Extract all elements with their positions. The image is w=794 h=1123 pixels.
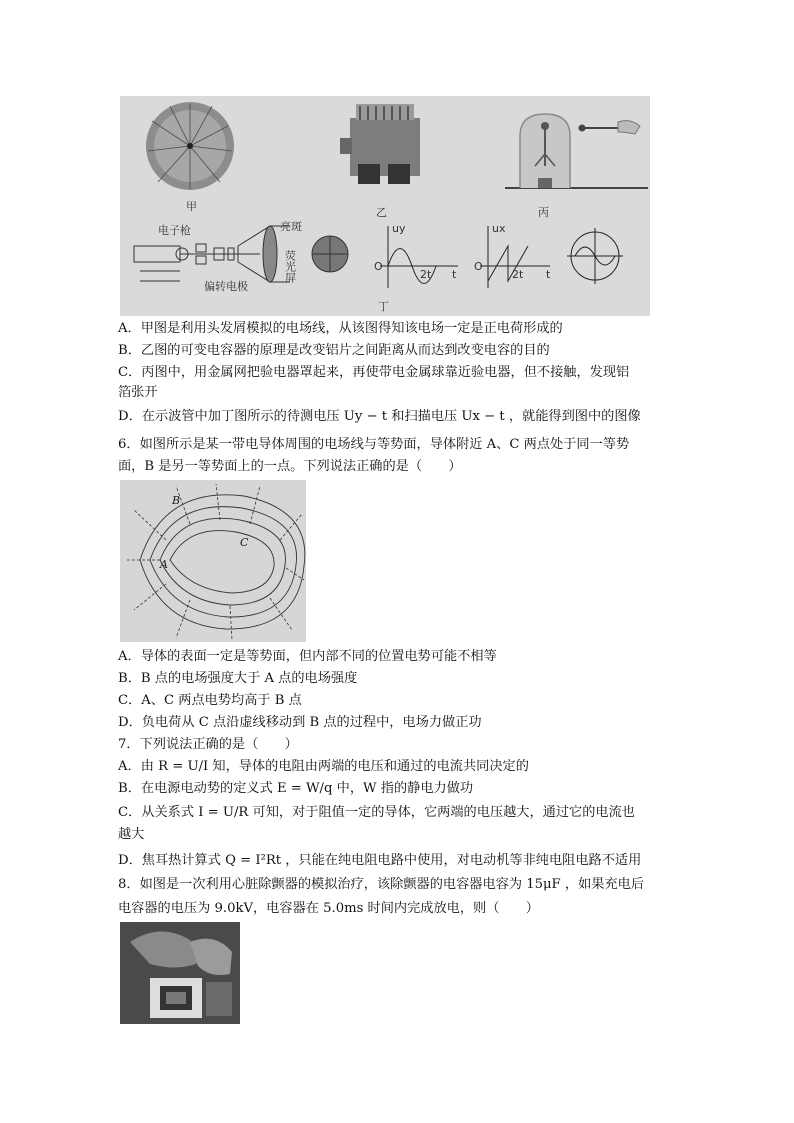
q8-stem-line1: 8．如图是一次利用心脏除颤器的模拟治疗，该除颤器的电容器电容为 15μF ，如果充电后 (118, 877, 645, 892)
q5-option-d: D．在示波管中加丁图所示的待测电压 Uy − t 和扫描电压 Ux − t ，就能得到图中的图像 (118, 409, 641, 424)
q7-option-b: B．在电源电动势的定义式 E = W/q 中，W 指的静电力做功 (118, 781, 474, 796)
q6-option-a: A．导体的表面一定是等势面，但内部不同的位置电势可能不相等 (118, 649, 497, 664)
label-screen: 荧光屏 (283, 250, 297, 283)
label-deflect: 偏转电极 (204, 280, 248, 293)
q5-option-c: C．丙图中，用金属网把验电器罩起来，再使带电金属球靠近验电器，但不接触，发现铝 (118, 365, 630, 380)
q7-option-c-cont: 越大 (118, 827, 145, 842)
hair-field-disc (146, 102, 234, 190)
q7-option-d: D．焦耳热计算式 Q = I²Rt ，只能在纯电阻电路中使用，对电动机等非纯电阻电路不适用 (118, 853, 642, 868)
label-o1: O (374, 260, 383, 273)
q7-option-c: C．从关系式 I = U/R 可知，对于阻值一定的导体，它两端的电压越大，通过它的电流也 (118, 805, 635, 820)
label-2t-2: 2t (512, 268, 524, 281)
q5-option-b: B．乙图的可变电容器的原理是改变铝片之间距离从而达到改变电容的目的 (118, 343, 550, 358)
q6-option-c: C．A、C 两点电势均高于 B 点 (118, 693, 302, 708)
label-a: A (160, 558, 168, 571)
label-uy: uy (392, 222, 406, 235)
label-o2: O (474, 260, 483, 273)
q8-stem-line2: 电容器的电压为 9.0kV，电容器在 5.0ms 时间内完成放电，则（ ） (118, 901, 539, 916)
q7-stem: 7．下列说法正确的是（ ） (118, 737, 298, 752)
label-b: B (172, 494, 181, 507)
figure-top (120, 96, 650, 316)
q6-option-b: B．B 点的电场强度大于 A 点的电场强度 (118, 671, 358, 686)
label-2t-1: 2t (420, 268, 432, 281)
q6-stem-line1: 6．如图所示是某一带电导体周围的电场线与等势面，导体附近 A、C 两点处于同一等势 (118, 437, 630, 452)
defibrillator-photo (120, 922, 240, 1024)
q7-option-a: A．由 R = U/I 知，导体的电阻由两端的电压和通过的电流共同决定的 (118, 759, 529, 774)
q5-option-a: A．甲图是利用头发屑模拟的电场线，从该图得知该电场一定是正电荷形成的 (118, 321, 563, 336)
q6-stem-line2: 面，B 是另一等势面上的一点。下列说法正确的是（ ） (118, 459, 462, 474)
label-t1: t (452, 268, 457, 281)
label-yi: 乙 (376, 206, 387, 219)
q5-option-c-cont: 箔张开 (118, 385, 158, 400)
label-spot: 亮斑 (280, 220, 302, 233)
label-ding: 丁 (378, 300, 389, 313)
label-gun: 电子枪 (158, 224, 191, 237)
label-ux: ux (492, 222, 506, 235)
figure-field-lines (120, 480, 306, 642)
label-c: C (240, 536, 249, 549)
label-t2: t (546, 268, 551, 281)
label-bing: 丙 (538, 206, 549, 219)
q6-option-d: D．负电荷从 C 点沿虚线移动到 B 点的过程中，电场力做正功 (118, 715, 482, 730)
label-jia: 甲 (186, 200, 197, 213)
